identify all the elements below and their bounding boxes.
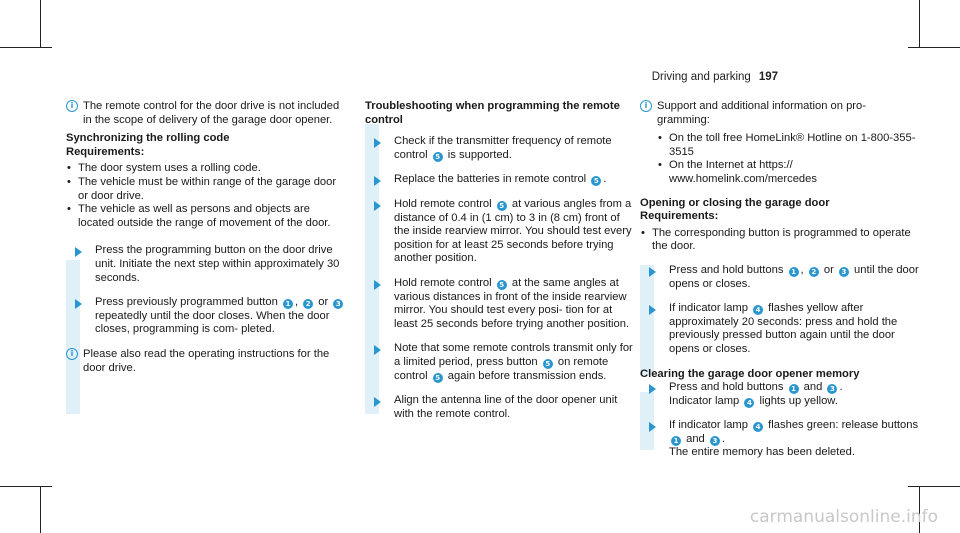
info-icon: i	[640, 100, 652, 112]
step-text: Hold remote control	[394, 197, 492, 210]
step-item	[365, 342, 633, 383]
remote-control-5-badge: 5	[497, 280, 507, 290]
crop-mark	[40, 0, 41, 47]
step-item	[66, 296, 346, 337]
step-text: is supported.	[444, 148, 512, 161]
step-text: Press previously programmed button	[95, 296, 278, 309]
step-text: Align the antenna line of the door opener unit with the remote control.	[394, 394, 618, 420]
step-text: .	[839, 381, 843, 394]
button-3-badge: 3	[710, 436, 720, 446]
indicator-lamp-4-badge: 4	[744, 398, 754, 408]
crop-mark	[0, 47, 52, 48]
list-item: • On the toll free HomeLink® Hotline on 1-800-355-3515	[657, 132, 920, 159]
step-text: ,	[800, 263, 807, 276]
page-header	[652, 71, 778, 85]
step-text: .	[721, 432, 725, 445]
list-item: • On the Internet at https:// www.homelink.com/mercedes	[657, 159, 920, 186]
step-item	[640, 381, 920, 408]
info-icon: i	[66, 100, 78, 112]
indicator-lamp-4-badge: 4	[753, 422, 763, 432]
column-left	[66, 100, 346, 380]
step-text: on remote control	[394, 355, 609, 382]
step-text: Check if the transmitter frequency of remote control	[394, 135, 612, 161]
section-heading: Troubleshooting when programming the remote control	[365, 100, 620, 126]
step-text: at the same angles at various distances in front of the inside rearview mirror. You should test every posi- tion for at least 25 seconds before trying another position.	[394, 276, 630, 330]
step-text: lights up yellow.	[756, 394, 838, 407]
step-text: The entire memory has been deleted.	[669, 446, 855, 459]
column-middle	[365, 100, 633, 432]
page-number: 197	[758, 71, 778, 83]
button-2-badge: 2	[809, 267, 819, 277]
info-note	[66, 100, 346, 127]
step-item	[365, 135, 633, 162]
step-text: Hold remote control	[394, 276, 492, 289]
step-text: Note that some remote controls transmit only for a limited period, press button	[394, 342, 633, 368]
step-item	[365, 173, 633, 187]
step-text: again before transmission ends.	[444, 369, 607, 382]
requirements-list	[640, 227, 920, 254]
button-1-badge: 1	[789, 384, 799, 394]
step-text: flashes green: release buttons	[765, 419, 919, 432]
remote-control-5-badge: 5	[433, 373, 443, 383]
step-text: Indicator lamp	[669, 394, 740, 407]
crop-mark	[40, 486, 41, 533]
remote-control-5-badge: 5	[591, 176, 601, 186]
step-text: or	[820, 263, 837, 276]
step-text: and	[800, 381, 826, 394]
button-3-badge: 3	[839, 267, 849, 277]
list-item: • The vehicle must be within range of the garage door or door drive.	[66, 176, 346, 203]
section-title: Driving and parking	[651, 71, 751, 83]
remote-control-5-badge: 5	[433, 152, 443, 162]
info-note	[640, 100, 920, 127]
watermark: carmanualsonline.info	[749, 507, 938, 528]
list-item: • The vehicle as well as persons and objects are located outside the range of movement of the door.	[66, 203, 346, 230]
section-heading: Synchronizing the rolling code	[66, 132, 230, 145]
section-heading: Opening or closing the garage door	[640, 196, 830, 209]
list-item: • The corresponding button is programmed to operate the door.	[640, 227, 920, 254]
crop-mark	[908, 47, 960, 48]
crop-mark	[908, 486, 960, 487]
column-right	[640, 100, 920, 471]
note-text: The remote control for the door drive is not included in the scope of delivery of the garage door opener.	[83, 100, 340, 126]
step-text: repeatedly until the door closes. When the door closes, programming is com- pleted.	[95, 309, 330, 336]
step-text: until the door opens or closes.	[669, 263, 919, 290]
support-list	[657, 132, 920, 186]
crop-mark	[919, 0, 920, 47]
requirements-label: Requirements:	[66, 145, 145, 158]
note-text: Support and additional information on pro- gramming:	[657, 100, 866, 126]
remote-control-5-badge: 5	[543, 359, 553, 369]
step-item	[640, 419, 920, 460]
remote-control-5-badge: 5	[497, 201, 507, 211]
section-heading: Clearing the garage door opener memory	[640, 367, 860, 380]
step-text: If indicator lamp	[669, 419, 748, 432]
step-text: .	[603, 173, 607, 186]
note-text: Please also read the operating instructions for the door drive.	[83, 347, 330, 374]
step-text: ,	[294, 296, 302, 309]
step-item	[365, 394, 633, 421]
step-text: Press and hold buttons	[669, 381, 784, 394]
requirements-list	[66, 162, 346, 230]
step-text: and	[683, 432, 708, 445]
step-item	[640, 264, 920, 291]
step-text: If indicator lamp	[669, 302, 748, 315]
button-1-badge: 1	[283, 299, 293, 309]
requirements-label: Requirements:	[640, 210, 719, 223]
step-text: at various angles from a distance of 0.4 in (1 cm) to 3 in (8 cm) front of the inside rearview mirror. You should test every position for at least 25 seconds before trying another position.	[394, 197, 632, 265]
step-text: Replace the batteries in remote control	[394, 173, 587, 186]
button-3-badge: 3	[827, 384, 837, 394]
indicator-lamp-4-badge: 4	[753, 305, 763, 315]
list-item: • The door system uses a rolling code.	[66, 162, 346, 176]
step-item	[365, 198, 633, 266]
step-text: or	[315, 296, 332, 309]
step-text: flashes yellow after approximately 20 seconds: press and hold the previously pressed button again until the door opens or closes.	[669, 302, 898, 355]
step-item	[365, 277, 633, 331]
step-text: Press and hold buttons	[669, 263, 784, 276]
step-item	[66, 244, 346, 285]
info-note	[66, 348, 346, 375]
button-2-badge: 2	[303, 299, 313, 309]
step-text: Press the programming button on the door drive unit. Initiate the next step within approximately 30 seconds.	[95, 244, 340, 284]
crop-mark	[0, 486, 52, 487]
button-1-badge: 1	[671, 436, 681, 446]
step-item	[640, 302, 920, 356]
info-icon: i	[66, 348, 78, 360]
button-1-badge: 1	[789, 267, 799, 277]
button-3-badge: 3	[333, 299, 343, 309]
